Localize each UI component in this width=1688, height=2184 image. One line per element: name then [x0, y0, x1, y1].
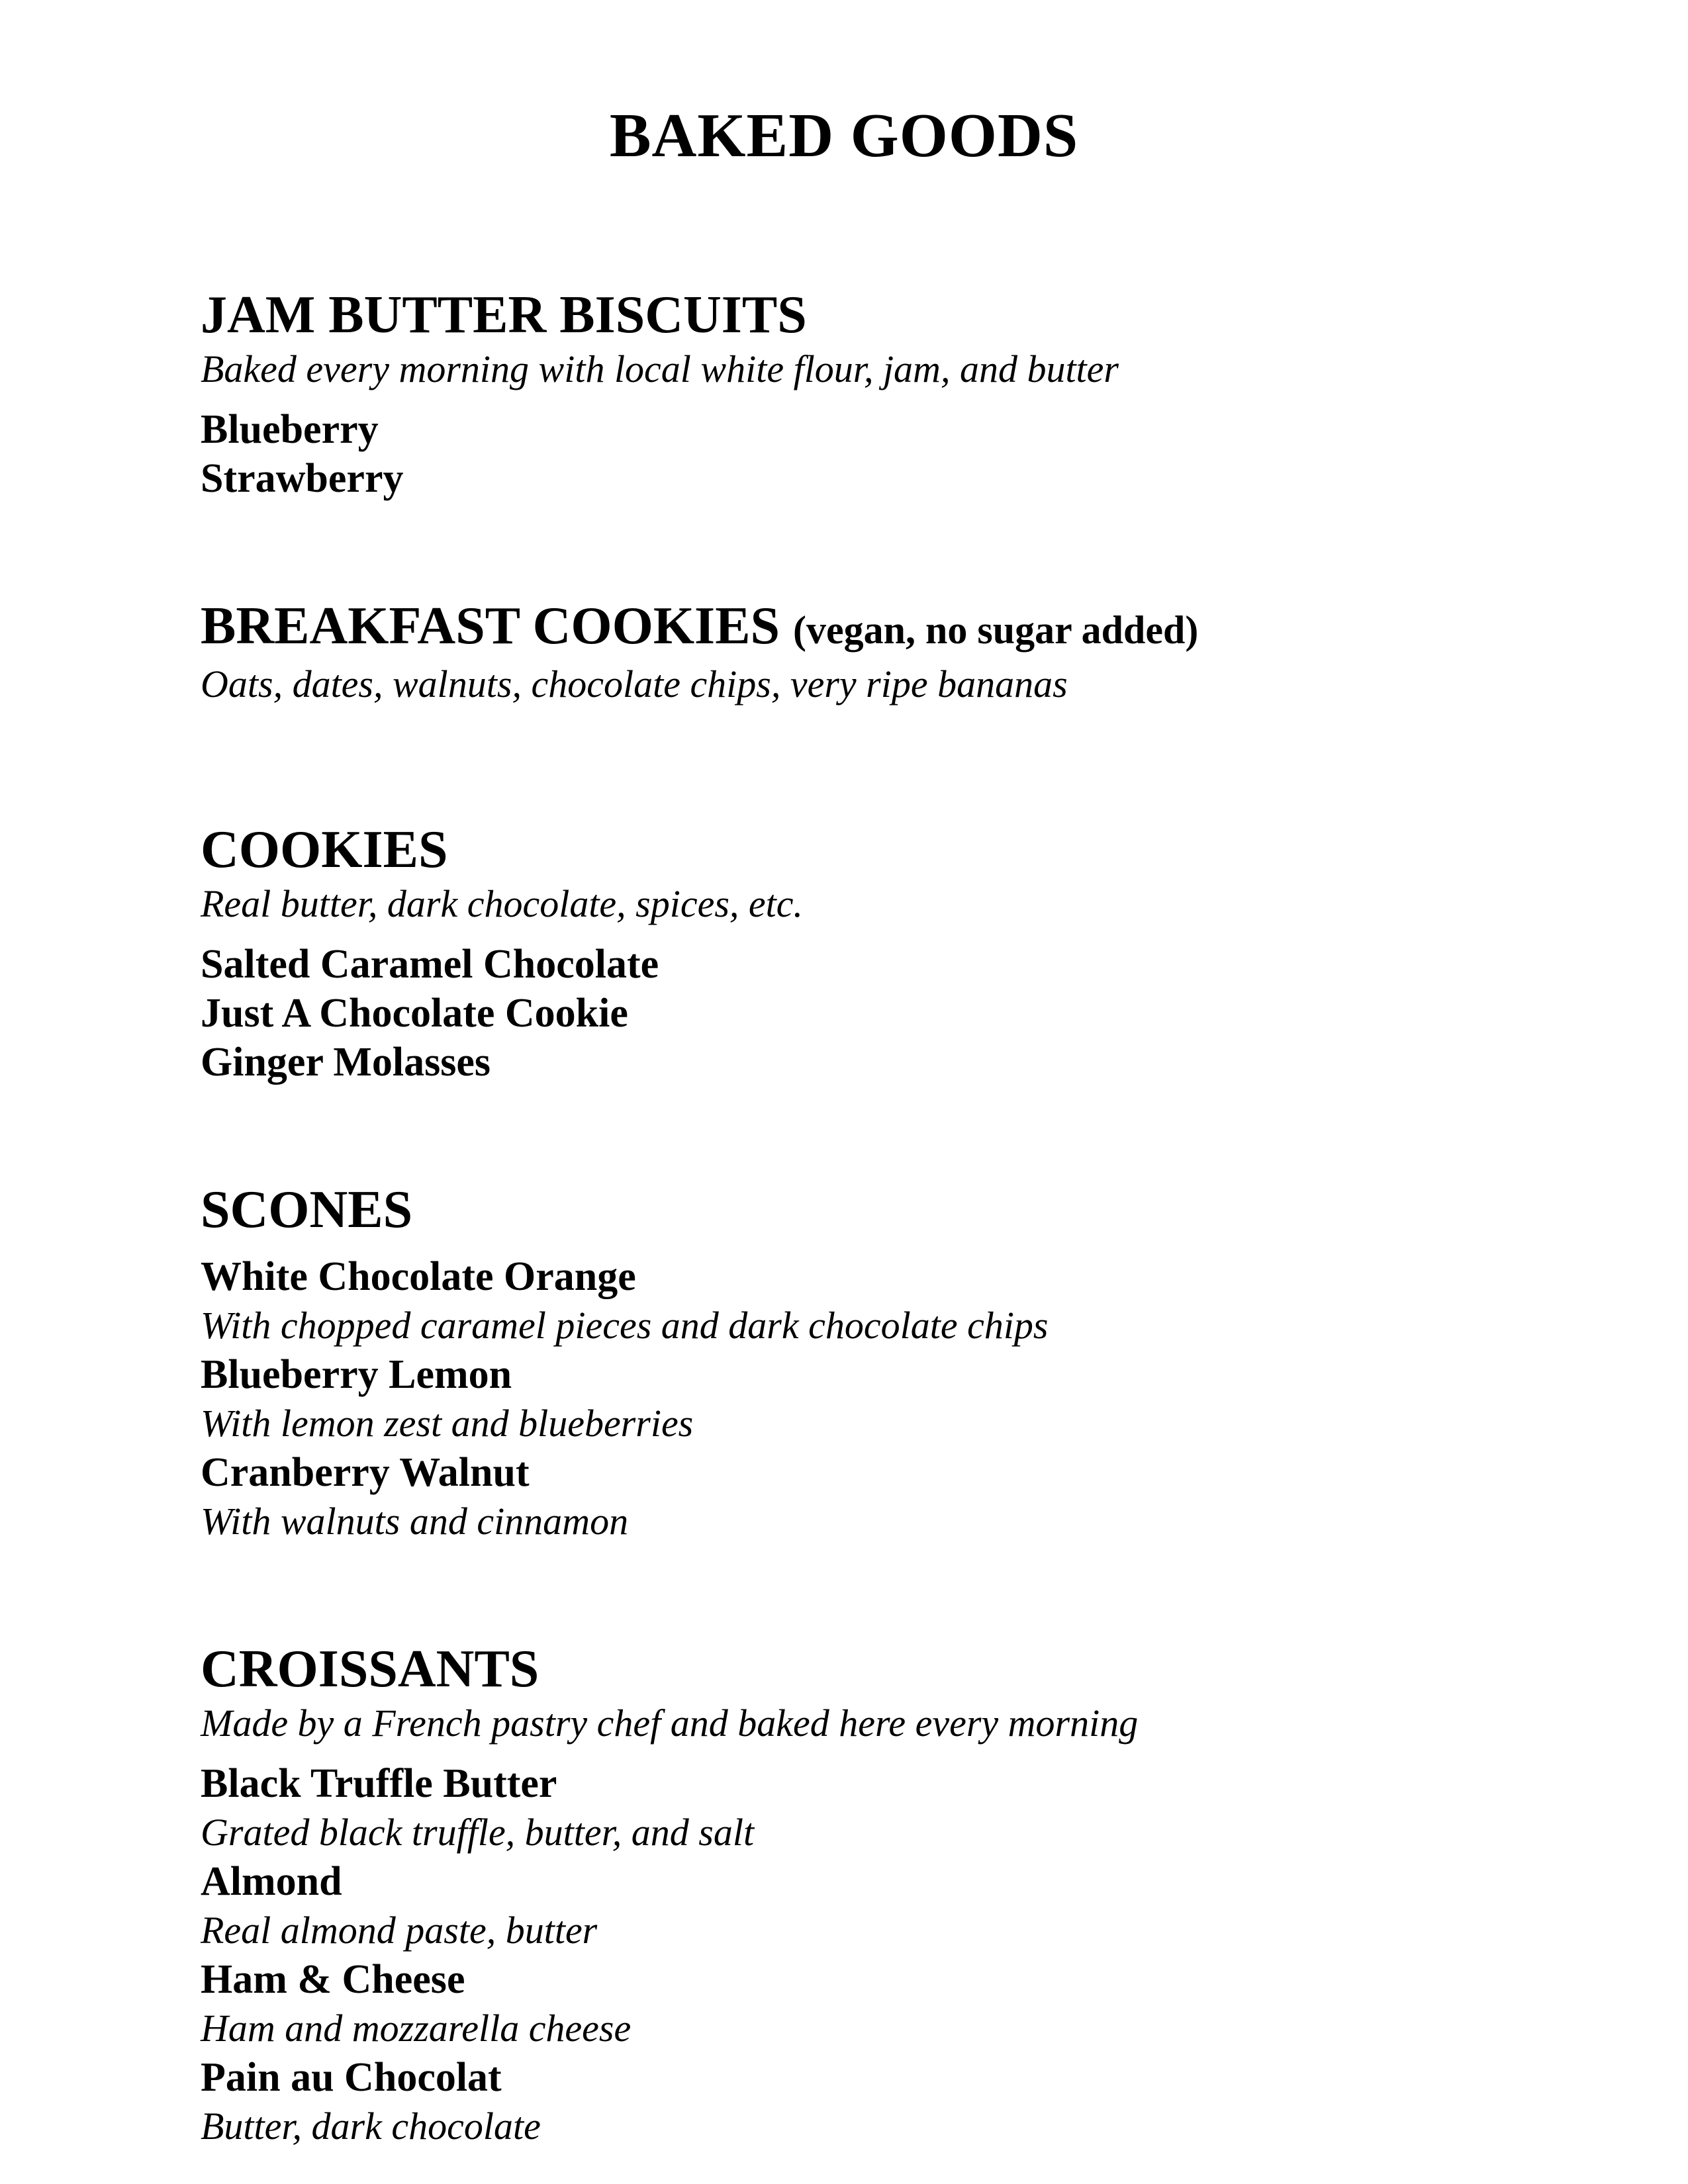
- section-cookies: [201, 819, 1524, 1087]
- section-croissants: [201, 1639, 1524, 2151]
- menu-item-name: Almond: [201, 1859, 342, 1904]
- menu-item-name: White Chocolate Orange: [201, 1254, 636, 1299]
- section-heading: COOKIES: [201, 821, 448, 879]
- section-jam-butter-biscuits: [201, 285, 1524, 503]
- page-title: BAKED GOODS: [609, 101, 1079, 170]
- menu-item-description: Ham and mozzarella cheese: [201, 2007, 632, 2050]
- menu-content: [201, 285, 1524, 2151]
- section-heading: JAM BUTTER BISCUITS: [201, 286, 807, 344]
- menu-item-name: Pain au Chocolat: [201, 2055, 502, 2100]
- menu-item-name: Cranberry Walnut: [201, 1450, 530, 1495]
- section-description: Real butter, dark chocolate, spices, etc.: [201, 882, 804, 925]
- section-breakfast-cookies: [201, 596, 1524, 708]
- section-scones: [201, 1179, 1524, 1546]
- menu-item-name: Blueberry: [201, 407, 379, 452]
- menu-item-name: Ham & Cheese: [201, 1957, 465, 2002]
- menu-item-description: Grated black truffle, butter, and salt: [201, 1811, 755, 1854]
- section-heading: SCONES: [201, 1181, 413, 1239]
- menu-item-name: Black Truffle Butter: [201, 1761, 557, 1806]
- section-heading: CROISSANTS: [201, 1640, 539, 1698]
- menu-item-description: With walnuts and cinnamon: [201, 1500, 629, 1543]
- menu-item-description: Butter, dark chocolate: [201, 2105, 541, 2148]
- section-heading-text: BREAKFAST COOKIES: [201, 597, 780, 655]
- menu-item-name: Blueberry Lemon: [201, 1352, 512, 1397]
- menu-item-description: With chopped caramel pieces and dark chocolate chips: [201, 1304, 1049, 1347]
- section-description: Made by a French pastry chef and baked here every morning: [201, 1702, 1139, 1745]
- section-description: Baked every morning with local white flour, jam, and butter: [201, 347, 1119, 390]
- menu-item-name: Ginger Molasses: [201, 1040, 491, 1085]
- menu-item-name: Salted Caramel Chocolate: [201, 942, 659, 987]
- menu-item-name: Strawberry: [201, 456, 404, 501]
- menu-item-description: Real almond paste, butter: [201, 1909, 598, 1952]
- section-heading: [201, 596, 1524, 660]
- menu-item-name: Just A Chocolate Cookie: [201, 991, 628, 1036]
- section-description: Oats, dates, walnuts, chocolate chips, very ripe bananas: [201, 662, 1068, 705]
- section-heading-note: (vegan, no sugar added): [793, 608, 1199, 652]
- menu-item-description: With lemon zest and blueberries: [201, 1402, 694, 1445]
